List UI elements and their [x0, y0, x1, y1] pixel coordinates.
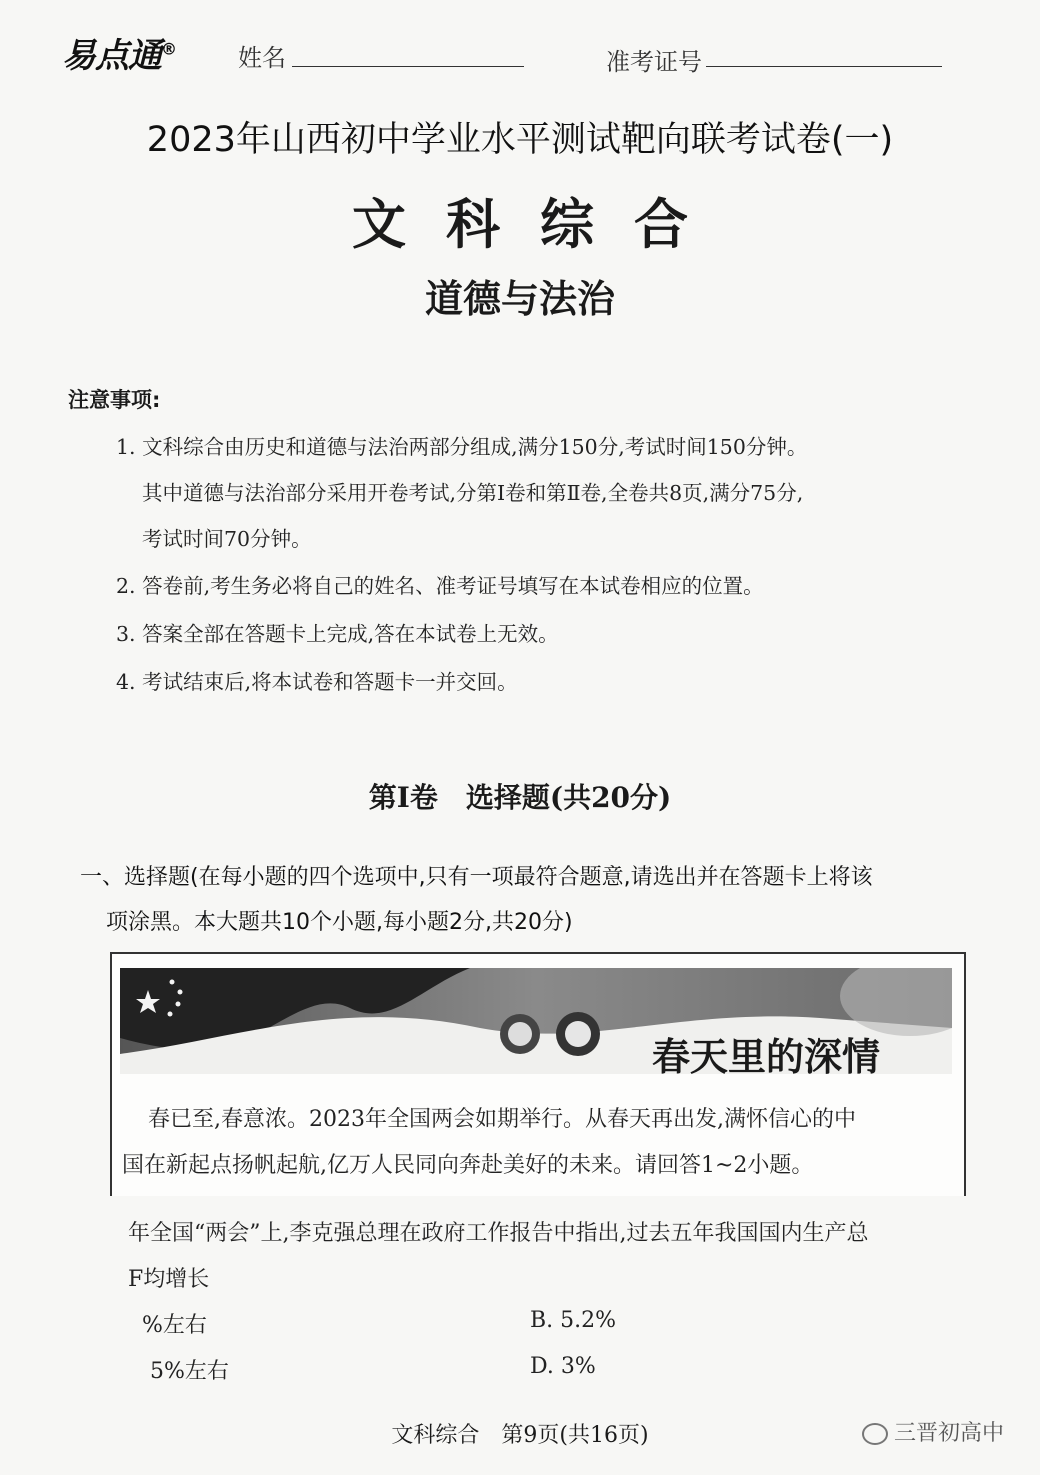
question-stem: F均增长 [128, 1267, 210, 1292]
cppcc-emblem-icon [556, 1012, 600, 1056]
banner-text-line: 春已至,春意浓。2023年全国两会如期举行。从春天再出发,满怀信心的中 [148, 1107, 856, 1132]
name-label: 姓名 [238, 44, 286, 72]
page-footer: 文科综合 第9页(共16页) [391, 1423, 649, 1448]
question-stem: 年全国“两会”上,李克强总理在政府工作报告中指出,过去五年我国国内生产总 [128, 1221, 869, 1246]
option-c[interactable]: 5%左右 [150, 1359, 229, 1384]
wechat-icon [862, 1423, 888, 1445]
emblem-icon [500, 1014, 540, 1054]
note-line: 2. 答卷前,考生务必将自己的姓名、准考证号填写在本试卷相应的位置。 [116, 574, 764, 598]
exam-number-label: 准考证号 [606, 48, 702, 76]
section-title: 第Ⅰ卷 选择题(共20分) [368, 781, 672, 814]
name-field-line[interactable] [292, 66, 524, 67]
exam-title: 2023年山西初中学业水平测试靶向联考试卷(一) [146, 120, 894, 160]
option-d[interactable]: D. 3% [530, 1354, 596, 1379]
banner-text-line: 国在新起点扬帆起航,亿万人民同向奔赴美好的未来。请回答1~2小题。 [122, 1153, 814, 1178]
brand-logo: 易点通® [62, 36, 176, 76]
exam-number-field-line[interactable] [706, 66, 942, 67]
banner-title: 春天里的深情 [652, 1035, 881, 1079]
note-line: 考试时间70分钟。 [142, 527, 312, 551]
topic-banner [110, 952, 966, 1196]
note-line: 4. 考试结束后,将本试卷和答题卡一并交回。 [116, 670, 518, 694]
watermark: 三晋初高中 [862, 1416, 1004, 1447]
note-line: 3. 答案全部在答题卡上完成,答在本试卷上无效。 [116, 622, 559, 646]
note-line: 其中道德与法治部分采用开卷考试,分第Ⅰ卷和第Ⅱ卷,全卷共8页,满分75分, [142, 481, 804, 505]
note-line: 1. 文科综合由历史和道德与法治两部分组成,满分150分,考试时间150分钟。 [116, 435, 808, 459]
instructions-line: 一、选择题(在每小题的四个选项中,只有一项最符合题意,请选出并在答题卡上将该 [80, 865, 873, 890]
instructions-line: 项涂黑。本大题共10个小题,每小题2分,共20分) [106, 910, 573, 935]
subject-title: 文科综合 [352, 193, 728, 256]
subsubject-title: 道德与法治 [424, 277, 615, 321]
option-b[interactable]: B. 5.2% [530, 1308, 617, 1333]
option-a[interactable]: %左右 [142, 1313, 207, 1338]
notes-heading: 注意事项: [68, 388, 161, 412]
